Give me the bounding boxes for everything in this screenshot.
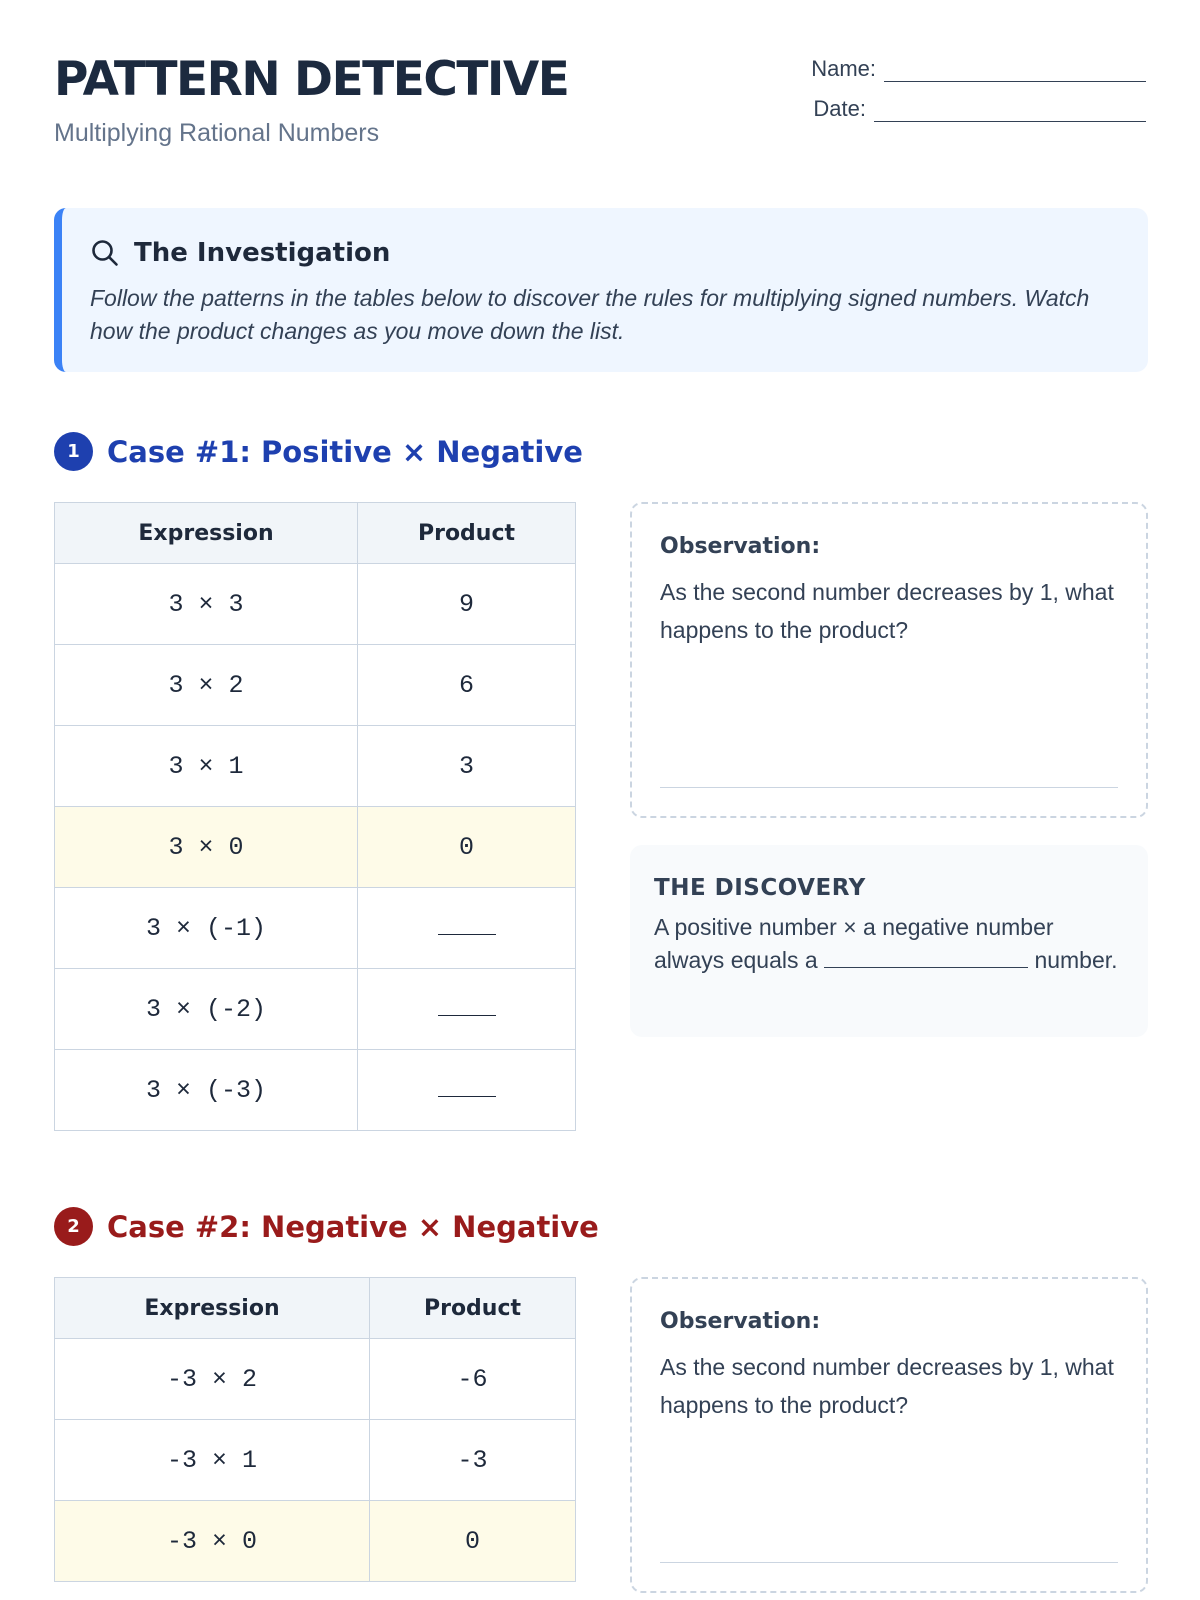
name-label: Name: bbox=[811, 56, 876, 81]
product-cell bbox=[358, 969, 576, 1050]
investigation-title: The Investigation bbox=[134, 238, 391, 268]
table-header-row bbox=[55, 1278, 576, 1339]
table-row bbox=[55, 1420, 576, 1501]
product-cell: 3 bbox=[358, 726, 576, 807]
column-header-expression: Expression bbox=[55, 503, 358, 564]
name-field bbox=[811, 56, 1146, 82]
observation-label: Observation: bbox=[660, 1309, 821, 1334]
case2-number-badge: 2 bbox=[54, 1207, 93, 1246]
table-row bbox=[55, 726, 576, 807]
expression-cell: -3 × 2 bbox=[55, 1339, 370, 1420]
investigation-text: Follow the patterns in the tables below to discover the rules for multiplying signed numbers. Watch how the product changes as you move down the list. bbox=[90, 285, 1090, 344]
expression-cell: 3 × 2 bbox=[55, 645, 358, 726]
table-row bbox=[55, 645, 576, 726]
discovery-text-after: number. bbox=[1034, 947, 1118, 973]
expression-cell: 3 × (-2) bbox=[55, 969, 358, 1050]
case1-header bbox=[54, 432, 583, 471]
page-subtitle: Multiplying Rational Numbers bbox=[54, 119, 380, 147]
expression-cell: 3 × 0 bbox=[55, 807, 358, 888]
case2-table bbox=[54, 1277, 576, 1582]
product-cell: 0 bbox=[370, 1501, 576, 1582]
case1-table bbox=[54, 502, 576, 1131]
column-header-product: Product bbox=[358, 503, 576, 564]
product-cell: 9 bbox=[358, 564, 576, 645]
table-row-highlighted bbox=[55, 1501, 576, 1582]
observation-answer-line[interactable] bbox=[660, 1562, 1118, 1563]
expression-cell: 3 × (-1) bbox=[55, 888, 358, 969]
table-row bbox=[55, 1339, 576, 1420]
discovery-answer-blank[interactable] bbox=[824, 951, 1028, 968]
product-cell: 0 bbox=[358, 807, 576, 888]
observation-label: Observation: bbox=[660, 534, 821, 559]
product-answer-blank[interactable] bbox=[438, 920, 496, 935]
expression-cell: -3 × 1 bbox=[55, 1420, 370, 1501]
product-cell bbox=[358, 888, 576, 969]
case2-title: Case #2: Negative × Negative bbox=[107, 1209, 599, 1244]
product-cell bbox=[358, 1050, 576, 1131]
product-cell: -6 bbox=[370, 1339, 576, 1420]
product-answer-blank[interactable] bbox=[438, 1082, 496, 1097]
expression-cell: 3 × 3 bbox=[55, 564, 358, 645]
expression-cell: -3 × 0 bbox=[55, 1501, 370, 1582]
table-row bbox=[55, 564, 576, 645]
investigation-header bbox=[90, 238, 1118, 268]
observation-question: As the second number decreases by 1, what happens to the product? bbox=[660, 1354, 1114, 1418]
page-title: PATTERN DETECTIVE bbox=[54, 52, 569, 107]
case1-observation-box bbox=[630, 502, 1148, 818]
discovery-text bbox=[654, 911, 1122, 977]
case1-number-badge: 1 bbox=[54, 432, 93, 471]
table-row bbox=[55, 888, 576, 969]
search-icon bbox=[90, 238, 120, 268]
table-row bbox=[55, 969, 576, 1050]
discovery-title: THE DISCOVERY bbox=[654, 875, 866, 901]
discovery-text-before: A positive number × a negative number always equals a bbox=[654, 914, 1054, 973]
table-header-row bbox=[55, 503, 576, 564]
table-row-highlighted bbox=[55, 807, 576, 888]
expression-cell: 3 × (-3) bbox=[55, 1050, 358, 1131]
product-answer-blank[interactable] bbox=[438, 1001, 496, 1016]
expression-cell: 3 × 1 bbox=[55, 726, 358, 807]
product-cell: -3 bbox=[370, 1420, 576, 1501]
case2-observation-box bbox=[630, 1277, 1148, 1593]
case1-title: Case #1: Positive × Negative bbox=[107, 434, 583, 469]
observation-question: As the second number decreases by 1, what happens to the product? bbox=[660, 579, 1114, 643]
date-blank[interactable] bbox=[874, 101, 1146, 122]
case2-header bbox=[54, 1207, 599, 1246]
column-header-product: Product bbox=[370, 1278, 576, 1339]
date-label: Date: bbox=[813, 96, 866, 121]
observation-answer-line[interactable] bbox=[660, 787, 1118, 788]
column-header-expression: Expression bbox=[55, 1278, 370, 1339]
table-row bbox=[55, 1050, 576, 1131]
case1-discovery-box bbox=[630, 845, 1148, 1037]
name-blank[interactable] bbox=[884, 61, 1146, 82]
investigation-callout bbox=[54, 208, 1148, 372]
product-cell: 6 bbox=[358, 645, 576, 726]
date-field bbox=[813, 96, 1146, 122]
